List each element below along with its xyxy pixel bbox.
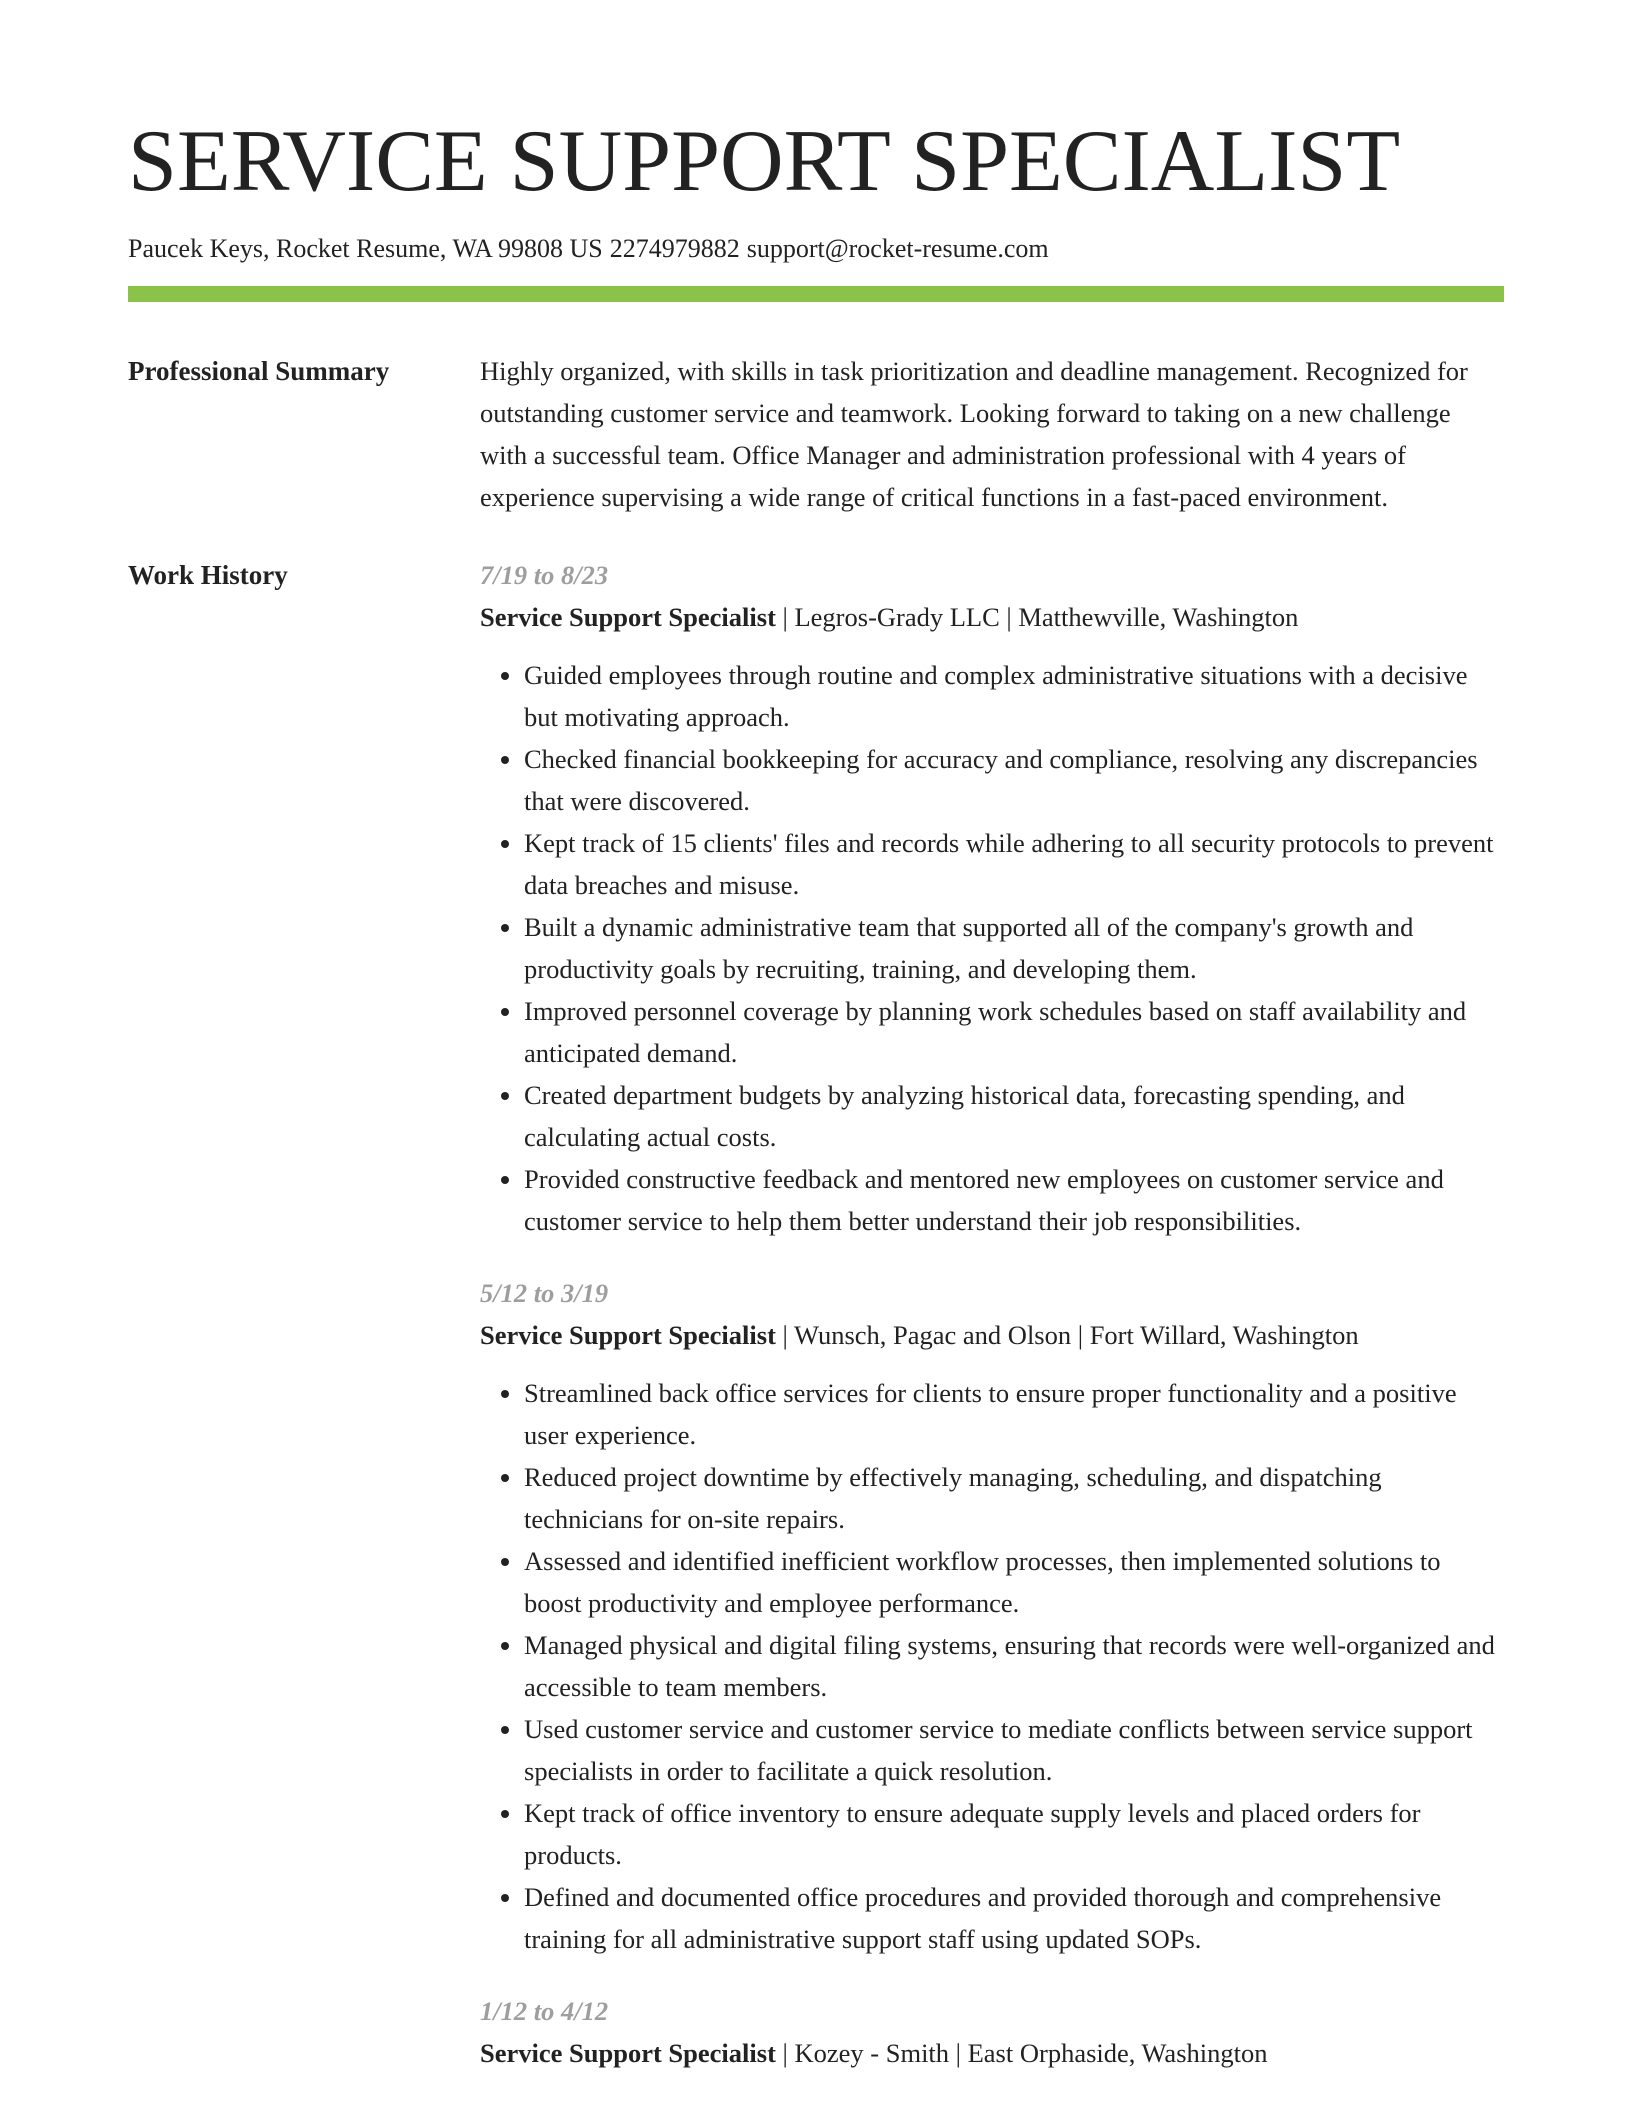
job-bullet: • Provided constructive feedback and mentored new employees on customer service and customer service to help them better understand their job responsibilities. <box>524 1158 1504 1242</box>
job-separator: | <box>1071 1320 1090 1350</box>
job-company: Kozey - Smith <box>794 2038 950 2068</box>
job-entry <box>480 554 1504 1242</box>
job-bullet: • Built a dynamic administrative team that supported all of the company's growth and productivity goals by recruiting, training, and developing them. <box>524 906 1504 990</box>
job-list <box>480 554 1504 2090</box>
job-dates: 5/12 to 3/19 <box>480 1278 609 1308</box>
job-bullet: • Managed physical and digital filing systems, ensuring that records were well-organized and accessible to team members. <box>524 1624 1504 1708</box>
job-bullet: • Assessed and identified inefficient workflow processes, then implemented solutions to boost productivity and employee performance. <box>524 1540 1504 1624</box>
job-bullet-list <box>480 654 1504 1242</box>
job-bullet: • Kept track of office inventory to ensure adequate supply levels and placed orders for products. <box>524 1792 1504 1876</box>
job-company: Legros-Grady LLC <box>794 602 1000 632</box>
job-heading <box>480 596 1504 638</box>
job-heading <box>480 1314 1504 1356</box>
section-title-work-history: Work History <box>128 560 288 590</box>
job-entry <box>480 1272 1504 1960</box>
job-separator: | <box>949 2038 968 2068</box>
summary-text: Highly organized, with skills in task prioritization and deadline management. Recognized for outstanding customer service and teamwork. Looking forward to taking on a new challenge with a successful team. Office Manager and administration professional with 4 years of experience supervising a wide range of critical functions in a fast-paced environment. <box>480 356 1468 512</box>
professional-summary-section <box>128 350 1504 518</box>
job-bullet: • Used customer service and customer service to mediate conflicts between service support specialists in order to facilitate a quick resolution. <box>524 1708 1504 1792</box>
contact-phone: 2274979882 <box>609 234 740 263</box>
job-bullet: • Guided employees through routine and complex administrative situations with a decisive but motivating approach. <box>524 654 1504 738</box>
job-location: Fort Willard, Washington <box>1089 1320 1359 1350</box>
job-heading <box>480 2032 1504 2074</box>
job-bullet: • Created department budgets by analyzing historical data, forecasting spending, and calculating actual costs. <box>524 1074 1504 1158</box>
job-separator: | <box>775 2038 795 2068</box>
job-separator: | <box>999 602 1019 632</box>
job-bullet: • Streamlined back office services for clients to ensure proper functionality and a positive user experience. <box>524 1372 1504 1456</box>
work-history-section <box>128 554 1504 2090</box>
job-location: Matthewville, Washington <box>1018 602 1299 632</box>
section-title-summary: Professional Summary <box>128 356 390 386</box>
contact-address: Paucek Keys, Rocket Resume, WA 99808 US <box>128 234 603 263</box>
header-divider <box>128 286 1504 302</box>
page-title: SERVICE SUPPORT SPECIALIST <box>128 113 1401 210</box>
job-title: Service Support Specialist <box>480 1320 776 1350</box>
job-bullet: • Checked financial bookkeeping for accuracy and compliance, resolving any discrepancies that were discovered. <box>524 738 1504 822</box>
job-bullet: • Kept track of 15 clients' files and records while adhering to all security protocols to prevent data breaches and misuse. <box>524 822 1504 906</box>
job-dates: 1/12 to 4/12 <box>480 1996 609 2026</box>
job-bullet-list <box>480 1372 1504 1960</box>
job-bullet: • Reduced project downtime by effectively managing, scheduling, and dispatching technicians for on-site repairs. <box>524 1456 1504 1540</box>
job-entry <box>480 1990 1504 2074</box>
job-bullet: • Defined and documented office procedures and provided thorough and comprehensive training for all administrative support staff using updated SOPs. <box>524 1876 1504 1960</box>
job-title: Service Support Specialist <box>480 602 776 632</box>
job-dates: 7/19 to 8/23 <box>480 560 609 590</box>
job-location: East Orphaside, Washington <box>967 2038 1268 2068</box>
resume-header <box>128 113 1504 302</box>
job-title: Service Support Specialist <box>480 2038 776 2068</box>
contact-line <box>128 234 1504 264</box>
job-company: Wunsch, Pagac and Olson <box>794 1320 1072 1350</box>
job-bullet: • Improved personnel coverage by planning work schedules based on staff availability and anticipated demand. <box>524 990 1504 1074</box>
contact-email: support@rocket-resume.com <box>746 234 1049 263</box>
job-separator: | <box>775 1320 794 1350</box>
job-separator: | <box>775 602 795 632</box>
